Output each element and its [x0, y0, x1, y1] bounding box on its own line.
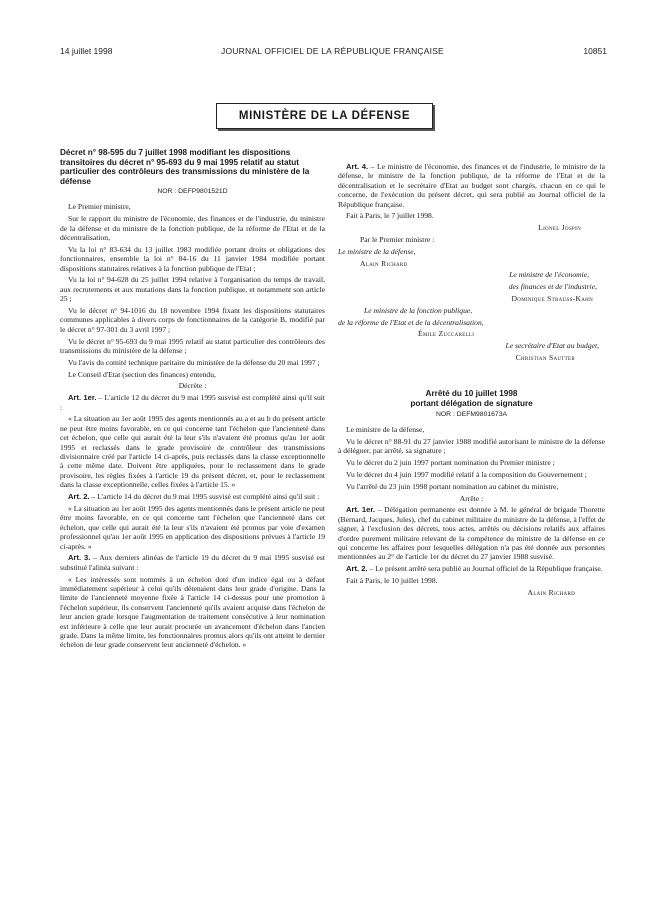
article-text: – Le ministre de l'économie, des finances et de l'industrie, le ministre de la défense, le ministre de la fonction publique, de la réforme de l'Etat et de la décentralisation et le secrétaire d'Etat au budget sont chargés, chacun en ce qui le concerne, de l'exécution du présent décret, qui sera publié au Journal officiel de la République française. — [338, 162, 605, 209]
arrete-nor: NOR : DEFM9801673A — [435, 410, 508, 418]
decree-article-1-quote: « La situation au 1er août 1995 des agents mentionnés au a et au b du présent article ne peut être moins favorable, en ce qui concerne tant l'échelon que l'ancienneté dans cet échelon, que celle qui aurait été la leur s'ils n'avaient été promus qu'au 1er août 1995 et reclassés dans le grade provisoire de contrôleur des transmissions divisionnaire créé par l'article 14 ci-après, puis reclassés dans la classe exceptionnelle à cette même date. Doivent être appliquées, pour le reclassement dans le grade provisoire, les règles fixées à l'article 19 du présent décret, et, pour le reclassement dans la classe exceptionnelle, celles fixées à l'article 15. » — [60, 414, 325, 490]
left-column — [60, 148, 325, 652]
arrete-visa: Vu le décret du 2 juin 1997 portant nomination du Premier ministre ; — [346, 458, 555, 468]
arrete-article-1 — [338, 505, 605, 561]
decree-article-4 — [338, 162, 605, 209]
arrete-article-2 — [338, 564, 605, 573]
decree-article-2 — [60, 492, 325, 501]
decree-article-2-quote: « La situation au 1er août 1995 des agents mentionnés dans le présent article ne peut être moins favorable, en ce qui concerne tant l'échelon que l'ancienneté dans cet échelon, que celle qui aurait été la leur s'ils n'avaient été promus par voie d'examen professionnel qu'au 1er août 1995 en application des dispositions prévues à l'article 19 ci-après. » — [60, 503, 325, 551]
article-label: Art. 2. — [68, 492, 90, 502]
header-page-number: 10851 — [583, 46, 607, 56]
secretary-budget: Le secrétaire d'Etat au budget, — [505, 341, 599, 351]
header-date: 14 juillet 1998 — [60, 46, 113, 56]
arrete-fait: Fait à Paris, le 10 juillet 1998. — [346, 576, 438, 585]
minister-fonction-publique-line2: de la réforme de l'Etat et de la décentralisation, — [338, 317, 484, 327]
arrete-visa: Vu le décret n° 88-91 du 27 janvier 1988 modifié autorisant le ministre de la défense à déléguer, par arrêté, sa signature ; — [338, 436, 605, 456]
decree-nor: NOR : DEFP9801521D — [157, 188, 228, 195]
signature-strauss-kahn: Dominique Strauss-Kahn — [511, 294, 593, 303]
decree-article-1 — [60, 393, 325, 412]
article-text: – Le présent arrêté sera publié au Journal officiel de la République française. — [367, 564, 603, 574]
decree-visa: Vu l'avis du comité technique paritaire du ministère de la défense du 20 mai 1997 ; — [68, 357, 320, 367]
decree-title: Décret n° 98-595 du 7 juillet 1998 modifiant les dispositions transitoires du décret n° 95-693 du 9 mai 1995 relatif au statut particulier des contrôleurs des transmissions du ministère de la défense — [60, 148, 310, 186]
article-label: Art. 1er. — [68, 393, 97, 403]
decree-article-3-quote: « Les intéressés sont nommés à un échelon doté d'un indice égal ou à défaut immédiatement supérieur à celui qu'ils détenaient dans leur grade d'origine. Dans la limite de l'ancienneté moyenne fixée à l'article 14 ci-dessus pour une promotion à l'échelon supérieur, ils conservent l'ancienneté qu'ils avaient acquise dans l'échelon de leur ancien grade lorsque l'augmentation de traitement consécutive à leur nomination est inférieure à celle que leur aurait procurée un avancement d'échelon dans l'ancien grade. Dans la même limite, les fonctionnaires promus alors qu'ils ont atteint le dernier échelon de leur grade conservent leur ancienneté d'échelon. » — [60, 574, 325, 650]
arrete-subtitle: portant délégation de signature — [410, 399, 533, 409]
article-text: – Aux derniers alinéas de l'article 19 du décret du 9 mai 1995 susvisé est substitué l'alinéa suivant : — [60, 553, 325, 572]
arrete-visa: Vu l'arrêté du 23 juin 1998 portant nomination au cabinet du ministre, — [346, 481, 559, 491]
article-label: Art. 4. — [346, 162, 369, 171]
decree-article-3 — [60, 553, 325, 572]
article-text: – L'article 14 du décret du 9 mai 1995 susvisé est complété ainsi qu'il suit : — [89, 492, 320, 502]
signature-richard: Alain Richard — [360, 258, 408, 268]
arrete-intro: Le ministre de la défense, — [346, 425, 425, 435]
arrete-title: Arrêté du 10 juillet 1998 — [425, 388, 518, 398]
signature-jospin: Lionel Jospin — [538, 223, 581, 233]
arrete-word: Arrête : — [459, 493, 484, 503]
article-label: Art. 2. — [346, 564, 368, 574]
decree-visa: Vu la loi n° 83-634 du 13 juillet 1983 modifiée portant droits et obligations des fonctionnaires, ensemble la loi n° 84-16 du 11 janvier 1984 modifiée portant dispositions statutaires relatives à la fonction publique de l'Etat ; — [60, 244, 325, 273]
decree-premier-ministre: Le Premier ministre, — [68, 202, 131, 212]
minister-defense: Le ministre de la défense, — [338, 246, 416, 256]
minister-economie-line2: des finances et de l'industrie, — [508, 282, 597, 292]
decree-fait: Fait à Paris, le 7 juillet 1998. — [346, 211, 434, 221]
article-label: Art. 3. — [68, 553, 91, 563]
decree-visa: Vu le décret n° 94-1016 du 18 novembre 1994 fixant les dispositions statutaires communes applicables à divers corps de fonctionnaires de la catégorie B, modifié par le décret n° 97-301 du 3 avril 1997 ; — [60, 306, 325, 334]
signature-sautter: Christian Sautter — [515, 352, 575, 362]
arrete-signature: Alain Richard — [527, 587, 575, 597]
decree-visa: Le Conseil d'Etat (section des finances) entendu, — [68, 369, 216, 379]
decree-visa: Vu la loi n° 94-628 du 25 juillet 1994 relative à l'organisation du temps de travail, aux recrutements et aux mutations dans la fonction publique, et notamment son article 25 ; — [60, 275, 325, 304]
ministry-heading: MINISTÈRE DE LA DÉFENSE — [238, 110, 411, 122]
header-journal-title: JOURNAL OFFICIEL DE LA RÉPUBLIQUE FRANÇAISE — [221, 46, 444, 56]
article-text: – L'article 12 du décret du 9 mai 1995 susvisé est complété ainsi qu'il suit : — [60, 393, 326, 412]
decree-decrete: Décrète : — [178, 381, 207, 391]
minister-fonction-publique: Le ministre de la fonction publique, — [364, 305, 473, 315]
article-label: Art. 1er. — [346, 505, 376, 515]
signature-zuccarelli: Émile Zuccarelli — [418, 329, 475, 339]
ministry-heading-box — [216, 103, 433, 129]
article-text: – Délégation permanente est donnée à M. le général de brigade Thorette (Bernard, Jacques, Jules), chef du cabinet militaire du ministre de la défense, à l'effet de signer, à l'exclusion des décrets, tous actes, arrêtés ou décisions relatifs aux affaires d'ordre purement militaire relevant de la compétence du ministre de la défense en ce qui concerne les affaires pour lesquelles délégation n'a pas été donnée aux personnes mentionnées au 2° de l'article 1er du décret du 27 janvier 1988 susvisé. — [338, 505, 606, 562]
decree-visa: Sur le rapport du ministre de l'économie, des finances et de l'industrie, du ministre de la défense et du ministre de la fonction publique, de la réforme de l'Etat et de la décentralisation, — [60, 214, 325, 243]
decree-visa: Vu le décret n° 95-693 du 9 mai 1995 relatif au statut particulier des contrôleurs des transmissions du ministère de la défense ; — [60, 336, 325, 356]
minister-economie: Le ministre de l'économie, — [509, 270, 589, 280]
arrete-visa: Vu le décret du 4 juin 1997 modifié relatif à la composition du Gouvernement ; — [346, 469, 587, 479]
right-column — [338, 148, 605, 600]
par-premier-ministre: Par le Premier ministre : — [360, 235, 435, 245]
